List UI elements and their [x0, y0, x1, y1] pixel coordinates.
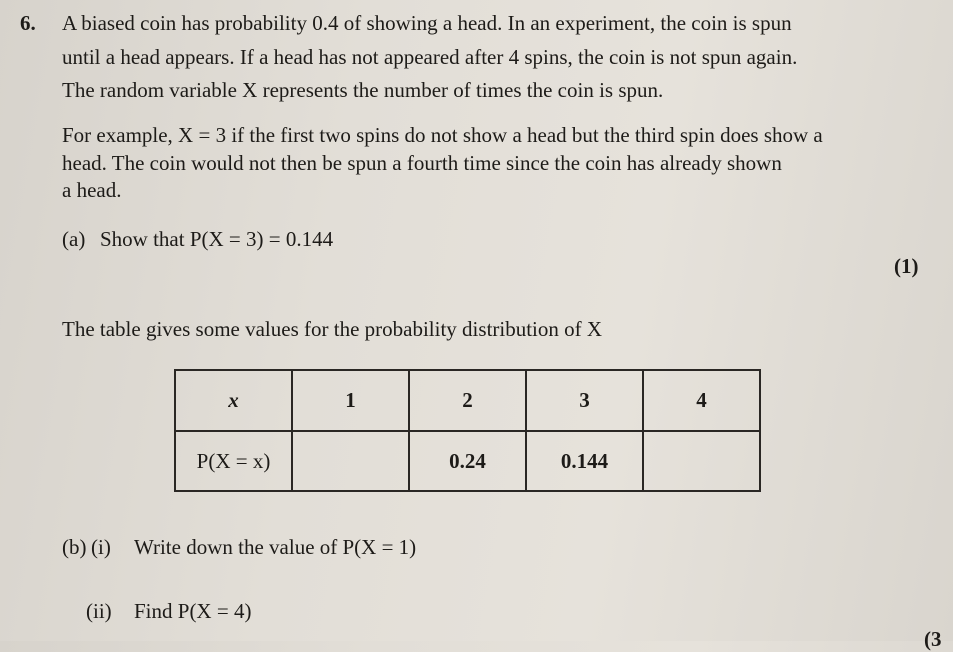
x-value-3: 3 — [526, 370, 643, 431]
part-a-text: Show that P(X = 3) = 0.144 — [100, 227, 334, 251]
p-value-3: 0.144 — [526, 431, 643, 491]
part-b-ii-text: Find P(X = 4) — [134, 599, 252, 623]
part-b-i-text: Write down the value of P(X = 1) — [134, 535, 417, 559]
example-line-1: For example, X = 3 if the first two spins do not show a head but the third spin does show a — [62, 123, 823, 147]
p-value-4 — [643, 431, 760, 491]
part-b-label: (b) — [62, 535, 87, 559]
table-row-x — [175, 370, 760, 431]
x-value-2: 2 — [409, 370, 526, 431]
table-row-probability — [175, 431, 760, 491]
row-header-x: x — [175, 370, 292, 431]
p-value-1 — [292, 431, 409, 491]
table-intro: The table gives some values for the probability distribution of X — [62, 317, 603, 341]
question-number: 6. — [20, 11, 36, 35]
x-value-1: 1 — [292, 370, 409, 431]
example-line-2: head. The coin would not then be spun a fourth time since the coin has already shown — [62, 151, 782, 175]
part-a-label: (a) — [62, 227, 86, 251]
p-value-2: 0.24 — [409, 431, 526, 491]
example-line-3: a head. — [62, 178, 122, 202]
part-b-ii-label: (ii) — [86, 599, 112, 623]
row-header-probability: P(X = x) — [175, 431, 292, 491]
probability-distribution-table — [174, 369, 761, 492]
part-b-i-label: (i) — [91, 535, 111, 559]
intro-line-2: until a head appears. If a head has not appeared after 4 spins, the coin is not spun again. — [62, 45, 798, 69]
intro-line-3: The random variable X represents the number of times the coin is spun. — [62, 78, 664, 102]
intro-line-1: A biased coin has probability 0.4 of showing a head. In an experiment, the coin is spun — [62, 11, 792, 35]
part-b-marks: (3 — [924, 627, 942, 651]
part-a-marks: (1) — [894, 254, 919, 278]
x-value-4: 4 — [643, 370, 760, 431]
